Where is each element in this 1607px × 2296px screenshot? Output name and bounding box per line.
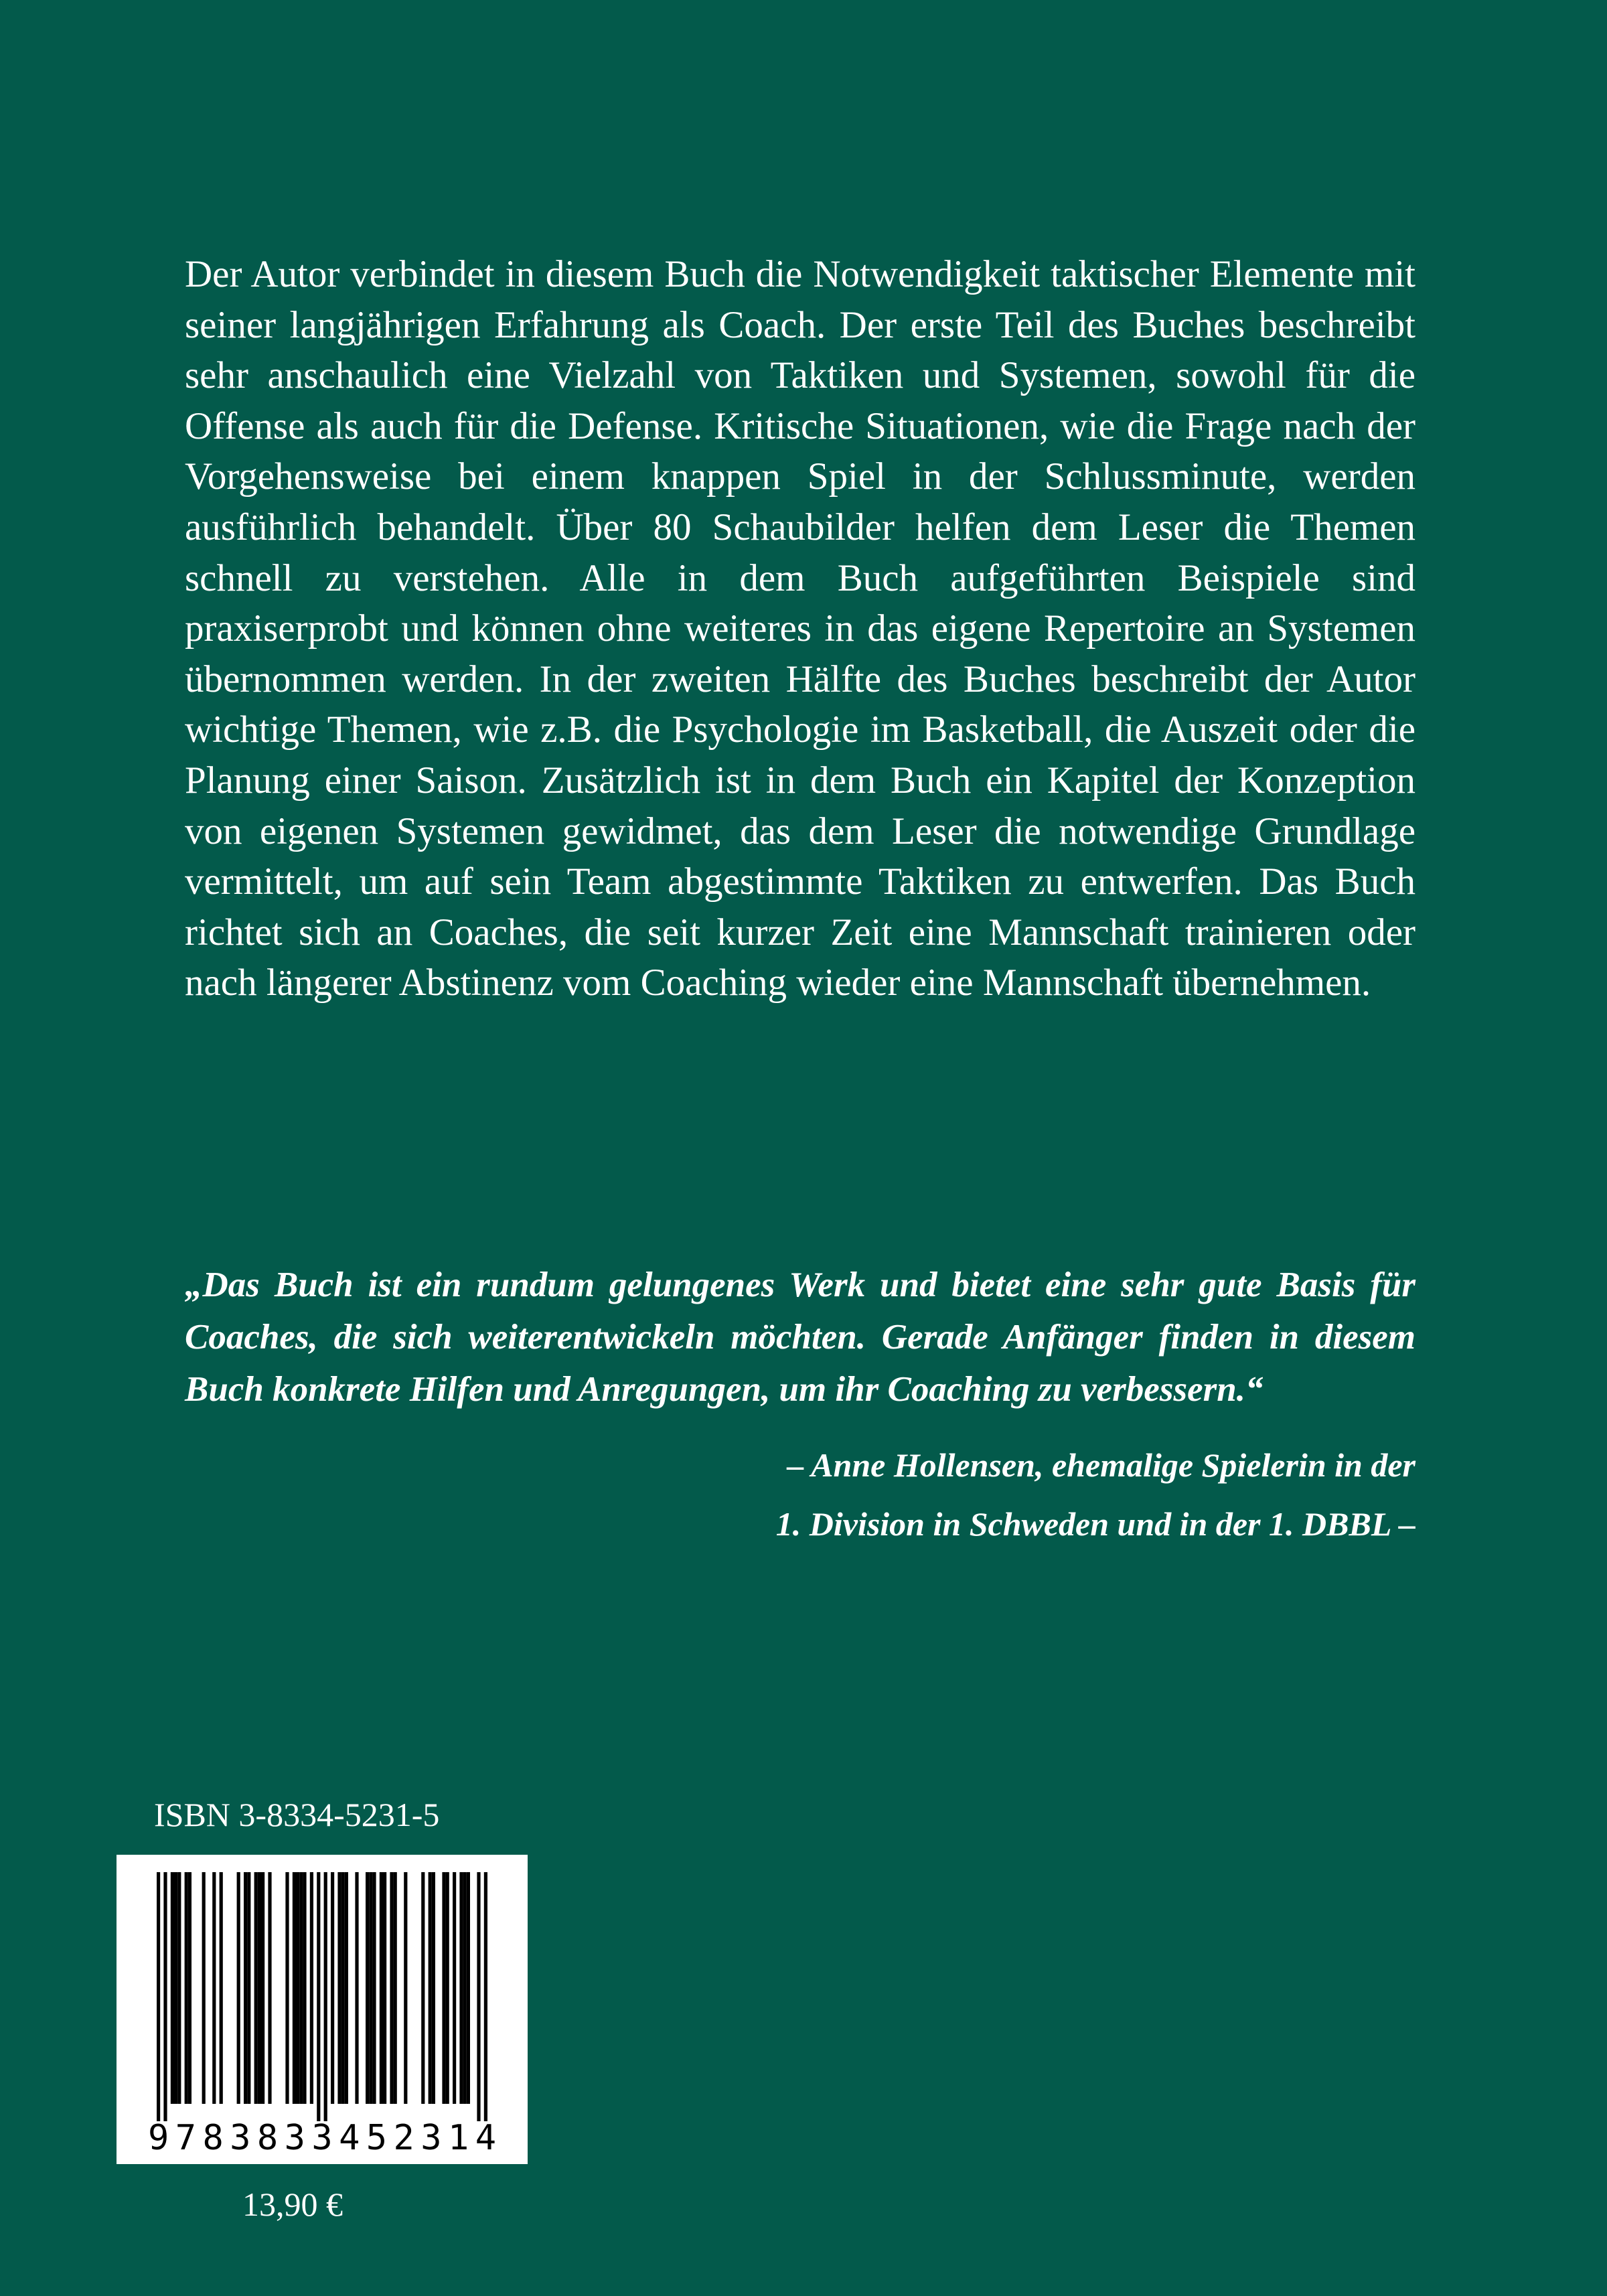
barcode-bar bbox=[261, 1872, 264, 2104]
barcode bbox=[117, 1855, 528, 2164]
barcode-bar bbox=[390, 1872, 393, 2104]
barcode-bar bbox=[337, 1872, 341, 2104]
barcode-bar bbox=[324, 1872, 327, 2121]
review-quote bbox=[185, 1259, 1415, 1415]
barcode-bar bbox=[299, 1872, 303, 2104]
barcode-bar bbox=[383, 1872, 386, 2104]
blurb-line: Der Autor verbindet in diesem Buch die Notwendigkeit taktischer bbox=[185, 253, 1199, 295]
barcode-bar bbox=[268, 1872, 271, 2104]
barcode-bar bbox=[477, 1872, 480, 2121]
barcode-bar bbox=[254, 1872, 258, 2104]
barcode-bar bbox=[404, 1872, 407, 2104]
barcode-bar bbox=[429, 1872, 432, 2104]
blurb-line: dem Buch aufgeführten Beispiele sind praxiserprobt und können ohne bbox=[185, 556, 1416, 650]
barcode-bar bbox=[188, 1872, 192, 2104]
barcode-bar bbox=[163, 1872, 167, 2121]
blurb-line: Elemente mit seiner langjährigen Erfahrung als Coach. Der erste Teil des bbox=[185, 253, 1415, 346]
blurb-line: weiteres in das eigene Repertoire an Systemen übernommen werden. In bbox=[185, 607, 1416, 700]
barcode-bar bbox=[446, 1872, 449, 2104]
price-label: 13,90 € bbox=[242, 2186, 343, 2223]
barcode-bar bbox=[212, 1872, 216, 2104]
barcode-bar bbox=[442, 1872, 445, 2104]
barcode-bar bbox=[463, 1872, 467, 2104]
attribution-line: 1. Division in Schweden und in der 1. DBBL – bbox=[775, 1505, 1415, 1543]
barcode-bar bbox=[369, 1872, 372, 2104]
blurb-line: eigenen Systemen gewidmet, das dem Leser die notwendige Grundlage bbox=[259, 810, 1415, 852]
blurb-line: Mannschaft übernehmen. bbox=[982, 962, 1371, 1004]
barcode-bar bbox=[484, 1872, 487, 2121]
barcode-bars bbox=[157, 1872, 487, 2121]
blurb-line: Spiel in der Schlussminute, werden ausführlich behandelt. Über 80 bbox=[185, 455, 1416, 548]
barcode-bar bbox=[293, 1872, 296, 2104]
barcode-bar bbox=[237, 1872, 240, 2104]
barcode-bar bbox=[331, 1872, 334, 2104]
barcode-bar bbox=[467, 1872, 470, 2104]
blurb-line: trainieren oder nach längerer Abstinenz vom Coaching wieder eine bbox=[185, 911, 1416, 1004]
barcode-bar bbox=[174, 1872, 177, 2104]
barcode-bar bbox=[459, 1872, 463, 2104]
blurb-line: Buches beschreibt sehr anschaulich eine Vielzahl von Taktiken und bbox=[185, 303, 1415, 397]
barcode-bar bbox=[355, 1872, 358, 2104]
blurb-line: Systemen, sowohl für die Offense als auch für die Defense. Kritische bbox=[185, 354, 1415, 447]
barcode-bar bbox=[177, 1872, 181, 2104]
blurb-line: vermittelt, um auf sein Team abgestimmte Taktiken zu entwerfen. Das bbox=[185, 860, 1319, 903]
blurb-line: wie z.B. die Psychologie im Basketball, die Auszeit oder die Planung bbox=[185, 708, 1416, 801]
barcode-bar bbox=[341, 1872, 345, 2104]
barcode-bar bbox=[432, 1872, 435, 2104]
barcode-bar bbox=[366, 1872, 369, 2104]
barcode-bar bbox=[310, 1872, 313, 2104]
barcode-bar bbox=[258, 1872, 261, 2104]
barcode-bar bbox=[202, 1872, 206, 2104]
blurb-line: Buch richtet sich an Coaches, die seit kurzer Zeit eine Mannschaft bbox=[185, 860, 1415, 953]
blurb-line: einer Saison. Zusätzlich ist in dem Buch ein Kapitel der Konzeption von bbox=[185, 759, 1415, 852]
barcode-bar bbox=[285, 1872, 289, 2104]
barcode-bar bbox=[303, 1872, 306, 2104]
barcode-bar bbox=[394, 1872, 397, 2104]
blurb-line: Situationen, wie die Frage nach der Vorgehensweise bei einem knappen bbox=[185, 404, 1415, 498]
barcode-bar bbox=[185, 1872, 188, 2104]
quote-line: „Das Buch ist ein rundum gelungenes Werk und bietet eine sehr gute Basis für bbox=[185, 1266, 1415, 1304]
blurb-text bbox=[185, 249, 1415, 1008]
blurb-line: der zweiten Hälfte des Buches beschreibt der Autor wichtige Themen, bbox=[185, 658, 1415, 751]
barcode-bar bbox=[372, 1872, 376, 2104]
barcode-bar bbox=[220, 1872, 223, 2104]
barcode-bar bbox=[247, 1872, 250, 2104]
barcode-bar bbox=[244, 1872, 247, 2104]
blurb-line: Schaubilder helfen dem Leser die Themen schnell zu verstehen. Alle in bbox=[185, 506, 1416, 599]
barcode-bar bbox=[317, 1872, 320, 2121]
barcode-bar bbox=[296, 1872, 299, 2104]
barcode-bar bbox=[421, 1872, 425, 2104]
barcode-graphic bbox=[117, 1855, 528, 2164]
barcode-bar bbox=[171, 1872, 174, 2104]
quote-line: Coaches, die sich weiterentwickeln möchten. Gerade Anfänger finden in bbox=[185, 1318, 1300, 1357]
attribution-line: – Anne Hollensen, ehemalige Spielerin in der bbox=[787, 1446, 1415, 1484]
barcode-bar bbox=[345, 1872, 348, 2104]
barcode-digits: 9783833452314 bbox=[148, 2118, 496, 2158]
barcode-bar bbox=[380, 1872, 383, 2104]
barcode-bar bbox=[453, 1872, 456, 2104]
isbn-label: ISBN 3-8334-5231-5 bbox=[154, 1796, 440, 1833]
quote-attribution bbox=[185, 1436, 1415, 1553]
quote-line: diesem Buch konkrete Hilfen und Anregungen, um ihr Coaching zu verbessern.“ bbox=[185, 1318, 1415, 1409]
barcode-bar bbox=[157, 1872, 160, 2121]
